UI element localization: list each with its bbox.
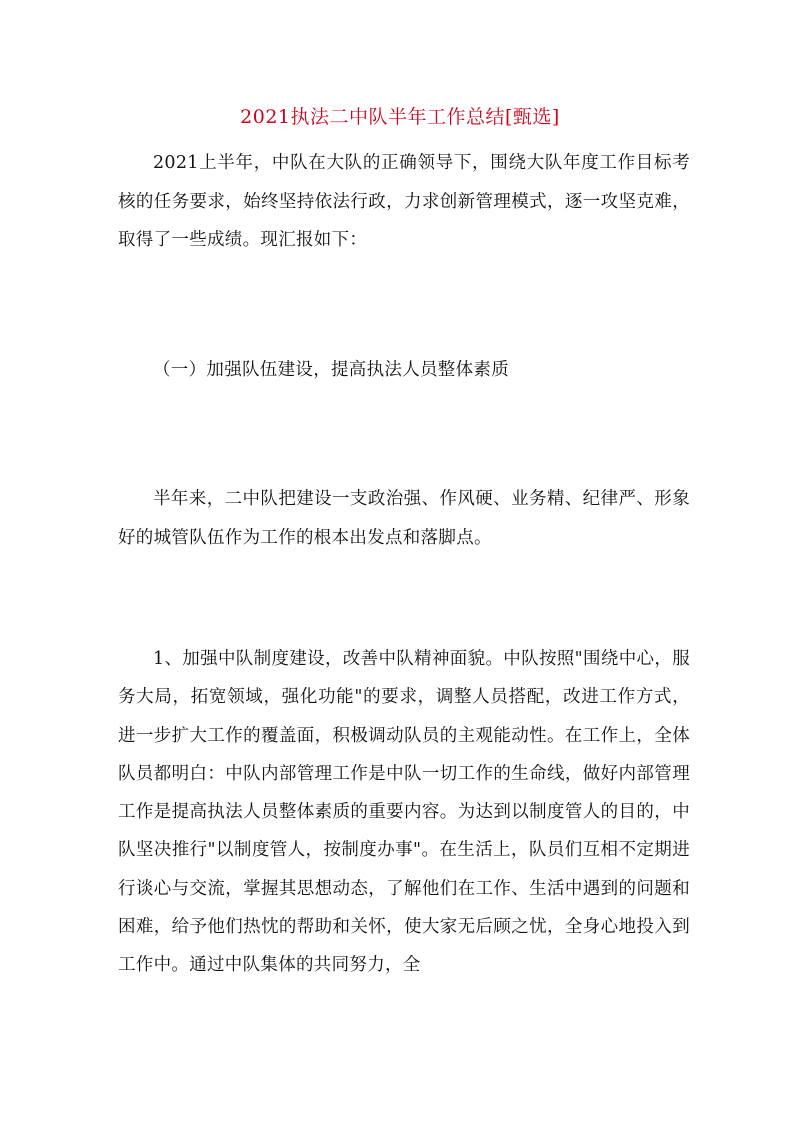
paragraph-team-building: 半年来，二中队把建设一支政治强、作风硬、业务精、纪律严、形象好的城管队伍作为工作的根本出发点和落脚点。 bbox=[118, 489, 690, 548]
paragraph-intro: 2021上半年，中队在大队的正确领导下，围绕大队年度工作目标考核的任务要求，始终坚持依法行政，力求创新管理模式，逐一攻坚克难，取得了一些成绩。现汇报如下： bbox=[118, 153, 690, 250]
document-title: 2021执法二中队半年工作总结[甄选] bbox=[240, 106, 560, 128]
paragraph-system-building: 1、加强中队制度建设，改善中队精神面貌。中队按照"围绕中心，服务大局，拓宽领域，强化功能"的要求，调整人员搭配，改进工作方式，进一步扩大工作的覆盖面，积极调动队员的主观能动性。在工作上，全体队员都明白：中队内部管理工作是中队一切工作的生命线，做好内部管理工作是提高执法人员整体素质的重要内容。为达到以制度管人的目的，中队坚决推行"以制度管人，按制度办事"。在生活上，队员们互相不定期进行谈心与交流，掌握其思想动态，了解他们在工作、生活中遇到的问题和困难，给予他们热忱的帮助和关怀，使大家无后顾之忧，全身心地投入到工作中。通过中队集体的共同努力，全 bbox=[118, 649, 690, 976]
section-heading-1: （一）加强队伍建设，提高执法人员整体素质 bbox=[153, 360, 509, 380]
